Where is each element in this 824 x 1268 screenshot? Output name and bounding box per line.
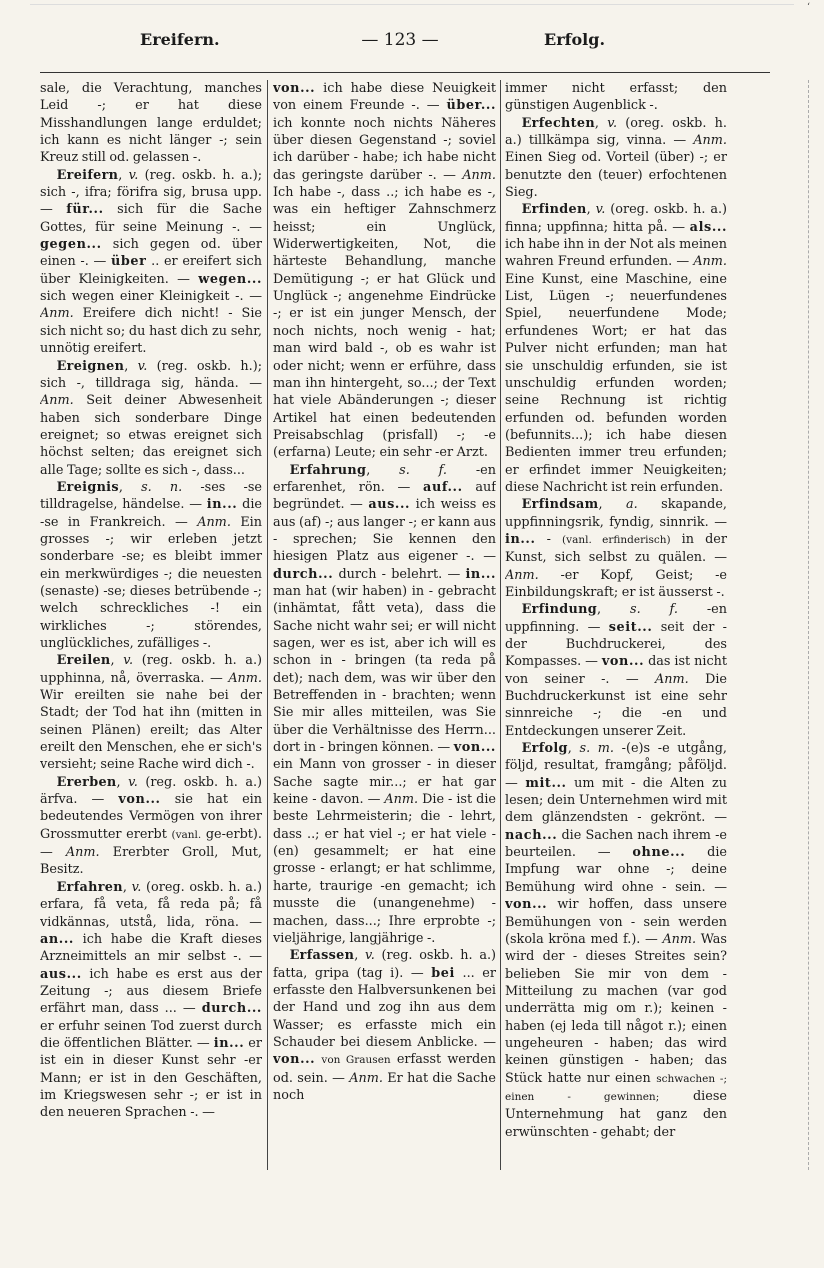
dictionary-entry <box>273 462 496 948</box>
entry-text: , <box>598 497 626 513</box>
italic-abbrev: Anm. <box>228 670 262 686</box>
entry-text: er erfuhr seinen Tod zuerst durch die öffentlichen Blätter. — <box>40 1018 262 1051</box>
italic-abbrev: s. n. <box>141 479 183 495</box>
entry-text: ich habe diese Neuigkeit von einem Freunde -. — <box>273 81 496 114</box>
bold-keyword: über <box>110 254 147 270</box>
italic-abbrev: s. m. <box>579 741 614 757</box>
bold-keyword: in... <box>505 531 536 547</box>
dictionary-entry <box>505 740 727 1141</box>
entry-text: (reg. oskb. h.); sich -, tilldraga sig, hända. — <box>40 358 262 391</box>
entry-text: , <box>597 602 630 618</box>
italic-abbrev: Anm. <box>505 567 539 583</box>
dictionary-entry <box>40 879 262 1122</box>
bold-keyword: aus... <box>368 497 411 513</box>
bold-keyword: auf... <box>423 479 463 495</box>
entry-text: -ses -se tilldragelse, händelse. — <box>40 479 262 513</box>
entry-text: Was wird der - dieses Streites sein? belieben Sie mir von dem - Mitteilung zu machen (var god underrätta mig om r.); keinen - haben (ej leda till något r.); einen ungeheuren - haben; das wird keinen günstigen - haben; das Stück hatte nur einen <box>505 931 727 1086</box>
entry-text: Ich habe -, dass ..; ich habe es -, was ein heftiger Zahnschmerz heisst; ein Unglück, Widerwertigkeiten, Not, die härteste Behandlung, manche Demütigung -; er hat Glück und Unglück -; angenehme Eindrücke -; er ist ein junger Mensch, der noch nichts, noch wenig - hat; man wird bald -, ob es wahr ist oder nicht; wenn er erführe, dass man ihn hintergeht, so...; der Text hat viele Abänderungen -; dieser Artikel hat einen bedeutenden Preisabschlag (prisfall) -; -e (erfarna) Leute; ein sehr -er Arzt. <box>273 185 496 461</box>
dictionary-entry <box>40 167 262 358</box>
entry-text: wir hoffen, dass unsere Bemühungen von - sein werden (skola kröna med f.). — <box>505 897 727 947</box>
italic-abbrev: v. <box>131 879 142 895</box>
entry-continuation <box>273 80 496 462</box>
corner-mark: ‘ <box>806 2 810 13</box>
italic-abbrev: s. f. <box>630 602 678 618</box>
entry-text: um mit - die Alten zu lesen; dein Unternehmen wird mit dem glänzendsten - gekrönt. — <box>505 775 727 826</box>
italic-abbrev: Anm. <box>65 845 100 861</box>
entry-text: in der Kunst, sich selbst zu quälen. — <box>505 531 727 566</box>
entry-text: -(e)s -e utgång, följd, resultat, framgång; påföljd. — <box>505 741 727 791</box>
bold-keyword: aus... <box>40 966 82 982</box>
entry-text: , <box>567 741 580 757</box>
headword: Ererben <box>56 774 117 790</box>
entry-text: -en erfarenhet, rön. — <box>273 462 496 495</box>
bold-keyword: von... <box>273 1052 316 1068</box>
small-text: (vanl. <box>171 828 202 841</box>
bold-keyword: von... <box>273 81 316 96</box>
entry-text: (reg. oskb. h. a.) fatta, gripa (tag i). — <box>273 948 496 981</box>
text-column-3 <box>505 80 727 1170</box>
bold-keyword: von... <box>601 654 645 670</box>
entry-text: , <box>116 774 129 790</box>
column-divider-2 <box>500 80 501 1170</box>
entry-text: ein Mann von grosser - in dieser Sache sagte mir...; er hat gar keine - davon. — <box>273 757 496 808</box>
bold-keyword: über... <box>446 98 496 114</box>
entry-text: man hat (wir haben) in - gebracht (inhämtat, fått veta), dass die Sache nicht wahr sei; er will nicht sagen, wer es ist, aber ich will es schon in - bringen (ta reda på det); nach dem, was wir über den Betreffenden in - brachten; wenn Sie mir alles mitteilen, was Sie über die Verhältnisse des Herrn... dort in - bringen können. — <box>273 583 496 756</box>
entry-text: seit der - der Buchdruckerei, des Kompasses. — <box>505 619 727 670</box>
dictionary-entry <box>273 947 496 1104</box>
headword: Erfechten <box>521 115 595 131</box>
entry-continuation <box>40 80 262 167</box>
italic-abbrev: Anm. <box>349 1070 383 1086</box>
header-right-guideword: Erfolg. <box>544 30 606 49</box>
top-edge-line <box>30 4 794 5</box>
dictionary-entry <box>40 774 262 879</box>
bold-keyword: nach... <box>505 827 558 843</box>
entry-text: , <box>366 462 400 478</box>
column-divider-1 <box>267 80 268 1170</box>
entry-text: ich habe ihn in der Not als meinen wahren Freund erfunden. — <box>505 237 727 270</box>
entry-text: sich wegen einer Kleinigkeit -. — <box>40 289 262 305</box>
entry-text: ich habe es erst aus der Zeitung -; aus diesem Briefe erfährt man, dass ... — <box>40 966 262 1017</box>
page-header <box>40 30 770 60</box>
dictionary-entry <box>40 652 262 773</box>
headword: Erfindsam <box>521 497 599 513</box>
entry-text: (oreg. oskb. h. a.) tillkämpa sig, vinna. — <box>505 115 727 149</box>
italic-abbrev: Anm. <box>40 393 74 409</box>
entry-text: Ein grosses -; wir erleben jetzt sonderbare -se; es bleibt immer ein merkwürdiges -; die neuesten (senaste) -se; dieses betrübende -; welch schreckliches -! ein wirkliches -; störendes, unglückliches, zufälliges -. <box>40 514 262 651</box>
header-left-guideword: Ereifern. <box>140 30 220 49</box>
entry-text: durch - belehrt. — <box>333 566 466 582</box>
bold-keyword: seit... <box>608 619 653 635</box>
entry-text: Die - ist die beste Lehrmeisterin; die - lehrt, dass ..; er hat viel -; er hat viele -(en) gesammelt; er hat eine grosse - erlangt; er hat schlimme, harte, traurige -en gemacht; ich musste die (unangenehme) - machen, dass...; Ihre erprobte -; vieljährige, langjährige -. <box>273 792 496 946</box>
bold-keyword: durch... <box>273 566 334 582</box>
italic-abbrev: Anm. <box>693 254 727 270</box>
italic-abbrev: s. f. <box>399 462 447 478</box>
bold-keyword: gegen... <box>40 237 102 253</box>
entry-text: Seit deiner Abwesenheit haben sich sonderbare Dinge ereignet; so etwas ereignet sich höchst selten; das ereignet sich alle Tage; sollte es sich -, dass... <box>40 393 262 478</box>
entry-text: Wir ereilten sie nahe bei der Stadt; der Tod hat ihn (mitten in seinen Plänen) ereilt; das Alter ereilt den Menschen, ehe er sich's versieht; seine Rache wird dich -. <box>40 688 262 773</box>
italic-abbrev: v. <box>123 653 134 669</box>
headword: Erfinden <box>521 202 587 218</box>
headword: Ereilen <box>56 653 111 669</box>
entry-text: , <box>110 653 124 669</box>
entry-text: auf begründet. — <box>273 479 496 513</box>
dictionary-entry <box>505 601 727 740</box>
entry-text: (oreg. oskb. h. a.) finna; uppfinna; hitta på. — <box>505 202 727 235</box>
headword: Erfassen <box>289 948 355 964</box>
bold-keyword: von... <box>453 740 496 756</box>
entry-text: sich gegen od. über einen -. — <box>40 237 262 270</box>
bold-keyword: für... <box>66 202 104 218</box>
entry-text: er ist ein in dieser Kunst sehr -er Mann; er ist in den Geschäften, im Kriegswesen sehr -; er ist in den neueren Sprachen -. — <box>40 1035 262 1121</box>
italic-abbrev: Anm. <box>462 167 496 183</box>
entry-text: Eine Kunst, eine Maschine, eine List, Lügen -; neuerfundenes Spiel, neuerfundene Mode; erfundenes Wort; er hat das Pulver nicht erfunden; man hat sie unschuldig erfunden, sie ist unschuldig erfunden worden; seine Rechnung ist richtig erfunden od. befunden worden (befunnits...); ich habe diesen Bedienten immer treu erfunden; er erfindet immer Neuigkeiten; diese Nachricht ist rein erfunden. <box>505 271 727 495</box>
entry-text: sie hat ein bedeutendes Vermögen von ihrer Grossmutter ererbt <box>40 792 262 842</box>
text-column-2 <box>273 80 496 1170</box>
headword: Erfolg <box>521 741 568 757</box>
bold-keyword: wegen... <box>198 271 262 287</box>
italic-abbrev: Anm. <box>655 671 689 687</box>
entry-text: .. er ereifert sich über Kleinigkeiten. — <box>40 254 262 287</box>
bold-keyword: mit... <box>525 775 567 791</box>
entry-text: ich konnte noch nichts Näheres über diesen Gegenstand -; soviel ich darüber - habe; ich habe nicht das geringste darüber -. — <box>273 115 496 183</box>
bold-keyword: als... <box>689 219 727 235</box>
italic-abbrev: v. <box>128 167 139 183</box>
headword: Erfahrung <box>289 462 367 478</box>
entry-text: skapande, uppfinningsrik, fyndig, sinnrik. — <box>505 497 727 530</box>
entry-text: Einen Sieg od. Vorteil (über) -; er benutzte den (teuer) erfochtenen Sieg. <box>505 150 727 201</box>
entry-text: erfasst werden od. sein. — <box>273 1052 496 1086</box>
entry-text: , <box>118 479 142 495</box>
text-column-1 <box>40 80 262 1170</box>
entry-text: Die Buchdruckerkunst ist eine sehr sinnreiche -; die -en und Entdeckungen unserer Zeit. <box>505 671 727 739</box>
italic-abbrev: v. <box>137 358 148 374</box>
entry-text: (oreg. oskb. h. a.) erfara, få veta, få reda på; få vidkännas, utstå, lida, röna. — <box>40 879 262 930</box>
dictionary-entry <box>40 358 262 479</box>
entry-text: (reg. oskb. h. a.) upphinna, nå, överraska. — <box>40 653 262 686</box>
entry-text: , <box>118 167 129 183</box>
entry-text: Ererbter Groll, Mut, Besitz. <box>40 845 262 878</box>
bold-keyword: von... <box>505 897 548 913</box>
entry-text: ich weiss es aus (af) -; aus langer -; er kann aus - sprechen; Sie kennen den hiesigen Platz aus eigener -. — <box>273 497 496 565</box>
italic-abbrev: v. <box>365 948 375 964</box>
bold-keyword: von... <box>118 792 161 808</box>
small-text: (vanl. erfinderisch) <box>562 533 671 546</box>
entry-text: , <box>124 358 138 374</box>
entry-text: -er Kopf, Geist; -e Einbildungskraft; er ist äusserst -. <box>505 567 727 600</box>
entry-text: - <box>535 531 563 547</box>
small-text: schwachen -; einen - gewinnen; <box>505 1072 727 1103</box>
bold-keyword: in... <box>213 1035 245 1051</box>
headword: Erfindung <box>521 602 597 618</box>
dictionary-entry <box>505 115 727 202</box>
entry-text: diese Unternehmung hat ganz den erwünschten - gehabt; der <box>505 1088 727 1140</box>
entry-text: die Impfung war ohne -; deine Bemühung wird ohne - sein. — <box>505 845 727 895</box>
bold-keyword: in... <box>206 497 238 513</box>
italic-abbrev: a. <box>626 497 638 513</box>
entry-text: (reg. oskb. h. a.) ärfva. — <box>40 774 262 808</box>
entry-text: Ereifere dich nicht! - Sie sich nicht so; du hast dich zu sehr, unnötig ereifert. <box>40 306 262 357</box>
page-number: — 123 — <box>361 30 439 50</box>
italic-abbrev: Anm. <box>662 931 697 947</box>
entry-text: sale, die Verachtung, manches Leid -; er hat diese Misshandlungen lange erduldet; ich kann es nicht länger -; sein Kreuz still od. gelassen -. <box>40 81 262 166</box>
entry-text: ge-erbt). — <box>40 826 262 861</box>
italic-abbrev: Anm. <box>197 514 231 530</box>
entry-text: , <box>586 202 596 218</box>
bold-keyword: an... <box>40 931 74 947</box>
entry-text: immer nicht erfasst; den günstigen Augenblick -. <box>505 81 727 114</box>
headword: Ereignen <box>56 358 125 374</box>
italic-abbrev: Anm. <box>693 133 727 149</box>
bold-keyword: ohne... <box>632 845 686 861</box>
bold-keyword: in... <box>465 566 496 582</box>
entry-text: , <box>594 115 608 131</box>
italic-abbrev: Anm. <box>384 792 419 808</box>
italic-abbrev: v. <box>595 202 606 218</box>
entry-text: (reg. oskb. h. a.); sich -, ifra; förifra sig, brusa upp. — <box>40 167 262 218</box>
italic-abbrev: Anm. <box>40 306 74 322</box>
entry-text: , <box>354 948 366 964</box>
headword: Ereifern <box>56 167 119 183</box>
italic-abbrev: v. <box>607 115 618 131</box>
headword: Ereignis <box>56 479 119 495</box>
entry-text: die -se in Frankreich. — <box>40 497 262 530</box>
dictionary-entry <box>505 201 727 496</box>
entry-text: sich für die Sache Gottes, für seine Meinung -. — <box>40 202 262 235</box>
bold-keyword: bei <box>431 965 455 981</box>
dictionary-entry <box>505 496 727 601</box>
italic-abbrev: v. <box>128 774 138 790</box>
dictionary-entry <box>40 479 262 652</box>
entry-continuation <box>505 80 727 115</box>
entry-text: , <box>122 879 132 895</box>
header-rule <box>40 72 770 73</box>
small-text: von Grausen <box>321 1054 391 1067</box>
entry-text: Er hat die Sache noch <box>273 1070 496 1103</box>
entry-text: die Sachen nach ihrem -e beurteilen. — <box>505 827 727 861</box>
entry-text: das ist nicht von seiner -. — <box>505 654 727 687</box>
bold-keyword: durch... <box>201 1001 262 1017</box>
headword: Erfahren <box>56 879 123 895</box>
entry-text: ich habe die Kraft dieses Arzneimittels an mir selbst -. — <box>40 931 262 965</box>
right-margin-line <box>808 80 809 1170</box>
entry-text: ... er erfasste den Halbversunkenen bei der Hand und zog ihn aus dem Wasser; es erfasste mich ein Schauder bei diesem Anblicke. — <box>273 965 496 1050</box>
entry-text: -en uppfinning. — <box>505 602 727 635</box>
